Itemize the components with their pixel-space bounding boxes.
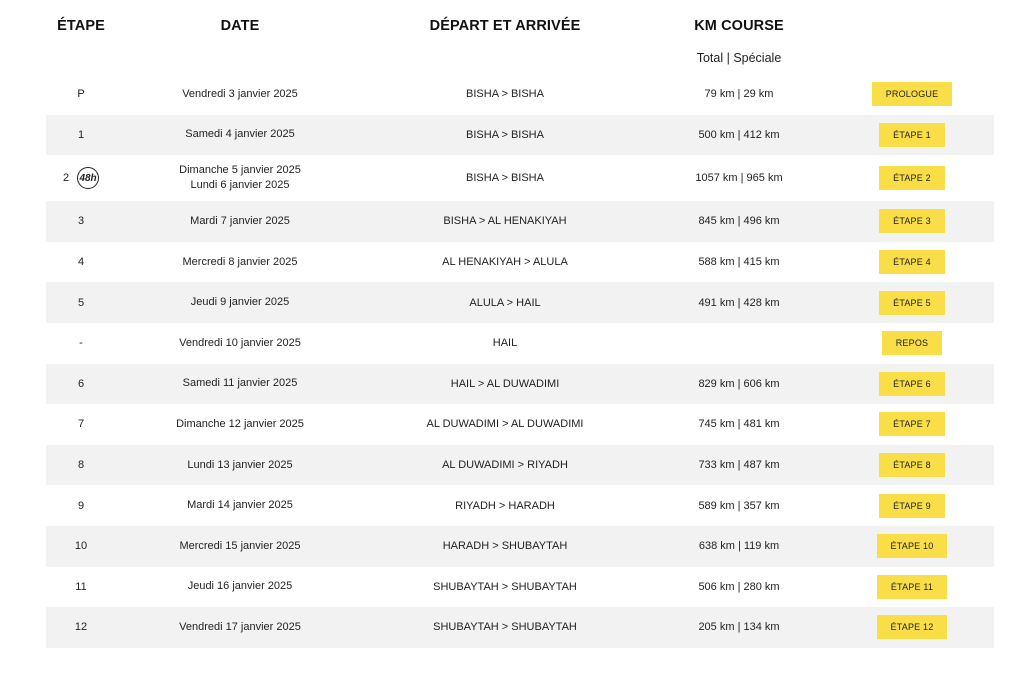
stage-button-cell — [850, 323, 974, 364]
table-row — [46, 526, 994, 567]
stage-7-button[interactable]: ÉTAPE 7 — [879, 412, 945, 436]
stage-route: HAIL — [492, 337, 518, 350]
stage-button-cell — [850, 364, 974, 405]
stage-route: AL DUWADIMI > AL DUWADIMI — [426, 418, 584, 431]
table-row — [46, 201, 994, 242]
stage-date-line: Jeudi 16 janvier 2025 — [187, 580, 293, 593]
stage-km: 588 km | 415 km — [698, 256, 780, 269]
stage-route: BISHA > AL HENAKIYAH — [443, 215, 567, 228]
stage-date — [120, 485, 360, 526]
stage-date-line: Vendredi 17 janvier 2025 — [179, 620, 301, 633]
stage-date — [120, 242, 360, 283]
stage-number: 6 — [77, 377, 85, 390]
stage-km: 79 km | 29 km — [704, 88, 774, 101]
stage-route: HAIL > AL DUWADIMI — [450, 377, 560, 390]
stage-number: 11 — [75, 580, 87, 593]
table-row — [46, 567, 994, 608]
table-row — [46, 242, 994, 283]
stage-date-line: Mercredi 8 janvier 2025 — [182, 255, 298, 268]
stage-date-line: Vendredi 10 janvier 2025 — [179, 336, 301, 349]
stage-route: RIYADH > HARADH — [455, 499, 555, 512]
stage-route: BISHA > BISHA — [466, 88, 544, 101]
stage-button-cell — [850, 404, 974, 445]
header-stage: ÉTAPE — [57, 18, 105, 34]
table-row — [46, 115, 994, 156]
stage-number: 10 — [74, 540, 88, 553]
stage-number: 5 — [77, 296, 85, 309]
table-row — [46, 282, 994, 323]
stage-number-cell — [46, 155, 116, 201]
stage-button-cell — [850, 201, 974, 242]
stage-button-cell — [850, 607, 974, 648]
stage-km: 733 km | 487 km — [698, 459, 780, 472]
stage-km: 638 km | 119 km — [698, 540, 780, 553]
stage-route: HARADH > SHUBAYTAH — [442, 540, 568, 553]
stage-date — [120, 74, 360, 115]
table-row — [46, 323, 994, 364]
table-header — [0, 0, 1024, 76]
stage-date-line-2: Lundi 6 janvier 2025 — [190, 179, 290, 192]
stage-button-cell — [850, 485, 974, 526]
stage-date-line: Vendredi 3 janvier 2025 — [182, 87, 298, 100]
stage-date-line: Lundi 13 janvier 2025 — [187, 458, 293, 471]
stage-date — [120, 155, 360, 201]
stage-date — [120, 445, 360, 486]
stage-2-button[interactable]: ÉTAPE 2 — [879, 166, 945, 190]
stage-button-cell — [850, 526, 974, 567]
stage-button-cell — [850, 242, 974, 283]
stage-km: 491 km | 428 km — [698, 296, 780, 309]
stage-3-button[interactable]: ÉTAPE 3 — [879, 209, 945, 233]
stage-12-button[interactable]: ÉTAPE 12 — [877, 615, 948, 639]
stage-date — [120, 364, 360, 405]
stage-number: 8 — [77, 459, 85, 472]
stage-button-cell — [850, 115, 974, 156]
stage-route: SHUBAYTAH > SHUBAYTAH — [433, 621, 577, 634]
stage-button-cell — [850, 445, 974, 486]
marathon-48h-icon: 48h — [77, 167, 99, 189]
stage-date-line: Samedi 11 janvier 2025 — [182, 377, 298, 390]
stage-date-line: Jeudi 9 janvier 2025 — [190, 296, 290, 309]
stage-button-cell — [850, 74, 974, 115]
stage-9-button[interactable]: ÉTAPE 9 — [879, 494, 945, 518]
stage-route: ALULA > HAIL — [469, 296, 541, 309]
stage-km: 1057 km | 965 km — [695, 172, 783, 185]
stage-date-line: Mardi 7 janvier 2025 — [190, 214, 290, 227]
stage-date — [120, 567, 360, 608]
stage-km: 845 km | 496 km — [698, 215, 780, 228]
stage-date — [120, 201, 360, 242]
table-row — [46, 485, 994, 526]
stage-km — [660, 323, 818, 364]
stage-date-line: Dimanche 12 janvier 2025 — [176, 417, 304, 430]
stage-km: 506 km | 280 km — [698, 580, 780, 593]
stage-number: 9 — [77, 499, 85, 512]
stage-number: P — [77, 88, 85, 101]
stage-km: 745 km | 481 km — [698, 418, 780, 431]
stage-date — [120, 404, 360, 445]
stage-date — [120, 115, 360, 156]
stage-route: AL HENAKIYAH > ALULA — [442, 256, 568, 269]
stage-date — [120, 323, 360, 364]
table-row — [46, 607, 994, 648]
prologue-button[interactable]: PROLOGUE — [872, 82, 953, 106]
stage-route: BISHA > BISHA — [466, 172, 544, 185]
stage-date — [120, 282, 360, 323]
table-row — [46, 155, 994, 201]
table-row — [46, 364, 994, 405]
stage-number: - — [79, 337, 83, 350]
stage-10-button[interactable]: ÉTAPE 10 — [877, 534, 948, 558]
stage-km: 829 km | 606 km — [698, 377, 780, 390]
header-km: KM COURSE — [694, 18, 784, 34]
stage-number: 4 — [77, 256, 85, 269]
stage-km: 500 km | 412 km — [698, 128, 780, 141]
stage-button-cell — [850, 155, 974, 201]
header-date: DATE — [220, 18, 260, 34]
stage-4-button[interactable]: ÉTAPE 4 — [879, 250, 945, 274]
rest-day-button[interactable]: REPOS — [882, 331, 943, 355]
table-row — [46, 445, 994, 486]
stage-date-line: Samedi 4 janvier 2025 — [185, 128, 295, 141]
header-km-sub: Total | Spéciale — [696, 51, 782, 65]
stage-button-cell — [850, 567, 974, 608]
stage-5-button[interactable]: ÉTAPE 5 — [879, 291, 945, 315]
stage-route: SHUBAYTAH > SHUBAYTAH — [433, 580, 577, 593]
table-row — [46, 404, 994, 445]
stage-km: 205 km | 134 km — [698, 621, 780, 634]
stage-8-button[interactable]: ÉTAPE 8 — [879, 453, 945, 477]
stage-date-line: Mardi 14 janvier 2025 — [187, 499, 293, 512]
stage-6-button[interactable]: ÉTAPE 6 — [879, 372, 945, 396]
stage-button-cell — [850, 282, 974, 323]
stage-route: AL DUWADIMI > RIYADH — [442, 459, 568, 472]
header-route: DÉPART ET ARRIVÉE — [429, 18, 581, 34]
stage-date — [120, 607, 360, 648]
stage-date — [120, 526, 360, 567]
stage-date-line: Dimanche 5 janvier 2025 — [179, 164, 301, 177]
table-body — [46, 74, 994, 648]
stage-number: 12 — [74, 621, 88, 634]
stage-number: 7 — [77, 418, 85, 431]
stage-1-button[interactable]: ÉTAPE 1 — [879, 123, 945, 147]
stage-route: BISHA > BISHA — [466, 128, 544, 141]
stage-number: 1 — [77, 128, 85, 141]
stage-km: 589 km | 357 km — [698, 499, 780, 512]
stage-11-button[interactable]: ÉTAPE 11 — [877, 575, 947, 599]
stage-date-line: Mercredi 15 janvier 2025 — [179, 539, 301, 552]
table-row — [46, 74, 994, 115]
stage-number: 3 — [77, 215, 85, 228]
stage-number: 2 — [62, 172, 70, 185]
